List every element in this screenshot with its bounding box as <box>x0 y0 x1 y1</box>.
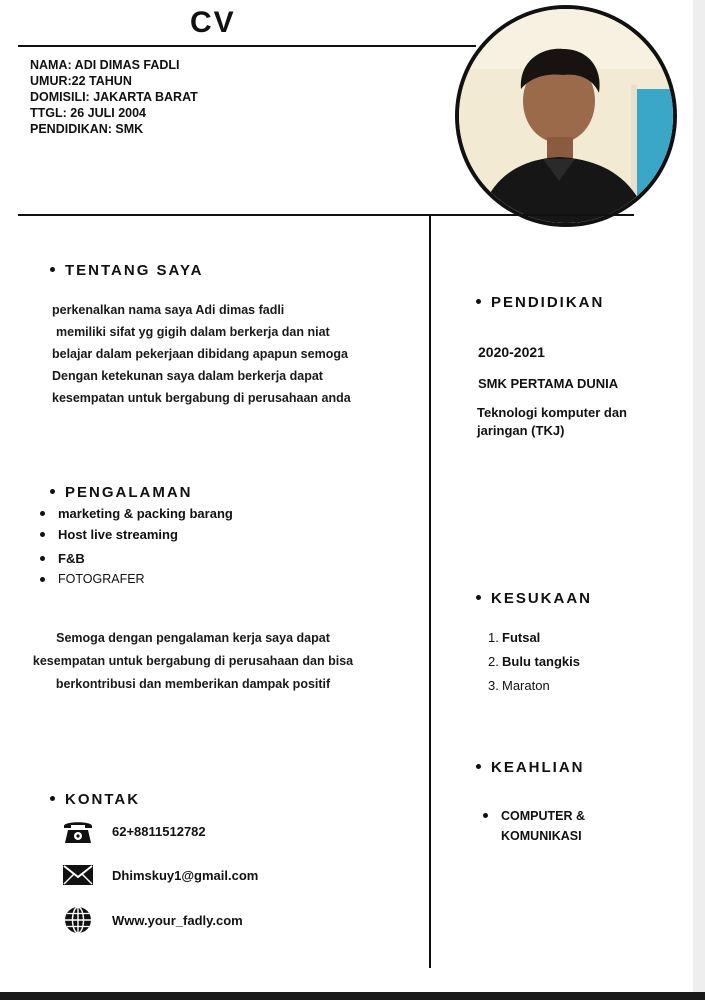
personal-education: PENDIDIKAN: SMK <box>30 122 144 136</box>
skills-heading: KEAHLIAN <box>476 759 585 776</box>
about-line: kesempatan untuk bergabung di perusahaan anda <box>52 391 351 405</box>
column-divider <box>429 214 431 968</box>
telephone-icon <box>62 817 94 845</box>
list-item: 2. Bulu tangkis <box>488 654 581 669</box>
list-item: Host live streaming <box>38 524 233 545</box>
about-line: belajar dalam pekerjaan dibidang apapun semoga <box>52 347 348 361</box>
closing-line: kesempatan untuk bergabung di perusahaan dan bisa <box>32 654 354 668</box>
list-item: F&B <box>38 548 233 569</box>
list-item: marketing & packing barang <box>38 503 233 524</box>
hobbies-heading: KESUKAAN <box>476 590 592 607</box>
about-text <box>52 299 351 409</box>
contact-heading: KONTAK <box>50 791 140 808</box>
education-school: SMK PERTAMA DUNIA <box>478 376 619 391</box>
email-address[interactable]: Dhimskuy1@gmail.com <box>112 867 259 883</box>
education-major: Teknologi komputer dan jaringan (TKJ) <box>477 405 627 438</box>
page-edge-right <box>693 0 705 1000</box>
about-heading: TENTANG SAYA <box>50 262 203 279</box>
about-line: perkenalkan nama saya Adi dimas fadli <box>52 303 285 317</box>
about-line: memiliki sifat yg gigih dalam berkerja dan niat <box>56 325 330 339</box>
personal-name: NAMA: ADI DIMAS FADLI <box>30 58 180 72</box>
bullet-dot <box>50 489 55 494</box>
closing-line: Semoga dengan pengalaman kerja saya dapat <box>56 631 330 645</box>
bullet-dot <box>476 595 481 600</box>
list-item: COMPUTER & KOMUNIKASI <box>483 806 633 846</box>
profile-photo-illustration <box>459 9 673 223</box>
phone-number[interactable]: 62+8811512782 <box>112 823 206 839</box>
hobbies-list <box>488 626 580 698</box>
personal-domicile: DOMISILI: JAKARTA BARAT <box>30 90 198 104</box>
list-item: 1. Futsal <box>488 630 541 645</box>
list-item: FOTOGRAFER <box>38 569 233 590</box>
bullet-dot <box>476 299 481 304</box>
page-title: CV <box>190 6 236 39</box>
about-line: Dengan ketekunan saya dalam berkerja dapat <box>52 369 323 383</box>
globe-icon <box>62 906 94 934</box>
bullet-dot <box>50 267 55 272</box>
personal-birth: TTGL: 26 JULI 2004 <box>30 106 147 120</box>
contact-phone[interactable] <box>62 816 206 846</box>
bullet-dot <box>50 796 55 801</box>
closing-line: berkontribusi dan memberikan dampak positif <box>55 677 331 691</box>
education-heading: PENDIDIKAN <box>476 294 604 311</box>
contact-website[interactable] <box>62 905 243 935</box>
page-edge-bottom <box>0 992 705 1000</box>
skills-list <box>483 806 633 846</box>
top-divider <box>18 45 476 47</box>
header-divider <box>18 214 634 216</box>
list-item: 3. Maraton <box>488 678 550 693</box>
personal-age: UMUR:22 TAHUN <box>30 74 132 88</box>
contact-email[interactable] <box>62 860 258 890</box>
personal-info <box>30 57 198 137</box>
envelope-icon <box>62 861 94 889</box>
experience-list <box>38 503 233 590</box>
website-link[interactable]: Www.your_fadly.com <box>112 912 243 928</box>
profile-photo <box>455 5 677 227</box>
experience-closing <box>8 627 378 696</box>
bullet-dot <box>476 764 481 769</box>
experience-heading: PENGALAMAN <box>50 484 193 501</box>
education-year: 2020-2021 <box>478 344 545 360</box>
